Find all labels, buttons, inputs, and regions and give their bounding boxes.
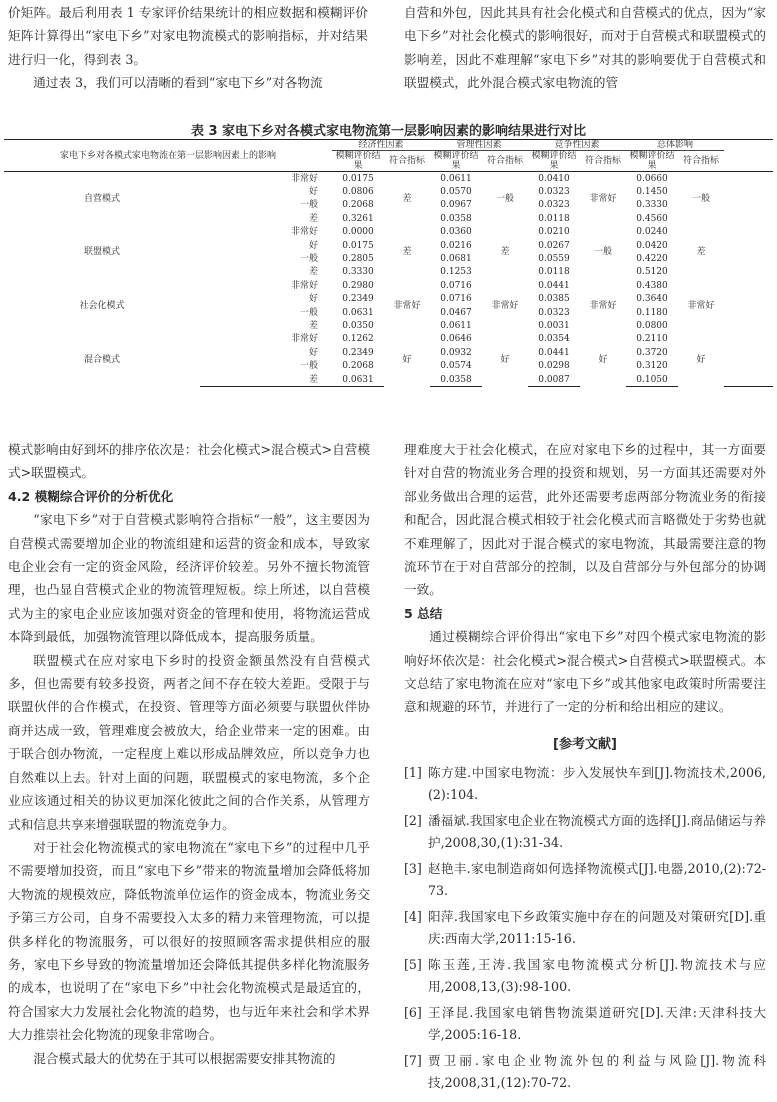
value-cell: 0.0175 [342, 173, 374, 184]
paragraph: 自营和外包，因此其具有社会化模式和自营模式的优点，因为“家电下乡”对社会化模式的影响很好，而对于自营模式和联盟模式的影响差，因此不难理解“家电下乡”对其的影响要优于自营模式和联盟模式，此外混合模式家电物流的管 [404, 5, 766, 91]
results-table-container [4, 139, 773, 387]
value-cell: 0.0967 [440, 200, 472, 211]
reference-item [404, 858, 766, 902]
paragraph: 混合模式最大的优势在于其可以根据需要安排其物流的 [33, 1050, 336, 1066]
value-cell: 0.1180 [636, 307, 668, 318]
paragraph: 价矩阵。最后利用表 1 专家评价结果统计的相应数据和模糊评价矩阵计算得出“家电下乡”对家电物流模式的影响指标，并对结果进行归一化，得到表 3。 [8, 5, 368, 67]
value-cell: 0.3261 [342, 213, 374, 224]
reference-number: [2] [404, 813, 422, 829]
mode-name-cell: 自营模式 [83, 193, 120, 204]
level-cell: 一般 [299, 307, 318, 318]
value-cell: 0.0932 [440, 347, 472, 358]
value-cell: 0.0360 [440, 227, 472, 238]
mode-name-cell: 联盟模式 [83, 247, 120, 258]
subheader-match: 符合指标 [678, 151, 724, 172]
level-cell: 非常好 [290, 334, 318, 345]
value-cell: 0.3640 [636, 294, 668, 305]
value-cell: 0.0240 [636, 227, 668, 238]
subheader-match: 符合指标 [580, 151, 626, 172]
reference-item [404, 1002, 766, 1046]
reference-text: 陈玉莲,王涛.我国家电物流模式分析[J].物流技术与应用,2008,13,(3):98-100. [428, 957, 766, 995]
reference-number: [4] [404, 909, 422, 925]
match-cell: 一般 [691, 193, 710, 204]
value-cell: 0.0441 [538, 347, 570, 358]
match-cell: 差 [696, 247, 706, 258]
value-cell: 0.0118 [538, 213, 570, 224]
value-cell: 0.5120 [636, 267, 668, 278]
value-cell: 0.0210 [538, 227, 570, 238]
value-cell: 0.0323 [538, 200, 570, 211]
match-cell: 非常好 [589, 193, 617, 204]
value-cell: 0.0175 [342, 240, 374, 251]
value-cell: 0.0420 [636, 240, 668, 251]
group-header-management: 管理性因素 [430, 140, 528, 151]
mode-name-cell: 社会化模式 [79, 300, 125, 311]
group-header-competitive: 竞争性因素 [528, 140, 626, 151]
reference-number: [1] [404, 765, 422, 781]
value-cell: 0.3720 [636, 347, 668, 358]
value-cell: 0.4380 [636, 280, 668, 291]
references-title: [参考文献] [553, 736, 617, 752]
level-cell: 好 [308, 294, 318, 305]
match-cell: 差 [500, 247, 510, 258]
table-body [4, 172, 773, 387]
table-corner-header: 家电下乡对各模式家电物流在第一层影响因素上的影响 [4, 140, 332, 172]
paragraph: “家电下乡”对于自营模式影响符合指标“一般”，这主要因为自营模式需要增加企业的物流组建和运营的资金和成本，导致家电企业会有一定的资金风险，经济评价较差。另外不擅长物流管理，也凸显自营模式企业的物流管理短板。综上所述，以自营模式为主的家电企业应该加强对资金的管理和使用，将物流运营成本降到最低，加强物流管理以降低成本，提高服务质量。 [8, 512, 370, 645]
table-row [4, 333, 773, 346]
value-cell: 0.2805 [342, 254, 374, 265]
level-cell: 差 [200, 373, 332, 387]
value-cell: 0.0358 [440, 213, 472, 224]
reference-number: [3] [404, 861, 422, 877]
level-cell: 差 [308, 267, 318, 278]
subheader-eval: 模糊评价结果 [430, 151, 482, 172]
value-cell: 0.0646 [440, 334, 472, 345]
value-cell: 0.2068 [342, 361, 374, 372]
value-cell: 0.1262 [342, 334, 374, 345]
value-cell: 0.0631 [332, 373, 384, 387]
table-title: 表 3 家电下乡对各模式家电物流第一层影响因素的影响结果进行对比 [190, 124, 587, 139]
value-cell: 0.2349 [342, 294, 374, 305]
match-cell: 非常好 [393, 300, 421, 311]
subheader-match: 符合指标 [384, 151, 430, 172]
reference-text: 贾卫丽.家电企业物流外包的利益与风险[J].物流科技,2008,31,(12):70-72. [428, 1053, 766, 1091]
value-cell: 0.0385 [538, 294, 570, 305]
value-cell: 0.4220 [636, 254, 668, 265]
reference-item [404, 906, 766, 950]
references-list [404, 762, 766, 1094]
level-cell: 非常好 [290, 280, 318, 291]
match-cell: 非常好 [687, 300, 715, 311]
group-header-overall: 总体影响 [626, 140, 724, 151]
reference-text: 赵艳丰.家电制造商如何选择物流模式[J].电器,2010,(2):72-73. [428, 861, 766, 899]
level-cell: 一般 [299, 200, 318, 211]
level-cell: 差 [308, 320, 318, 331]
results-table [4, 139, 773, 387]
reference-item [404, 762, 766, 806]
value-cell: 0.0559 [538, 254, 570, 265]
table-row [4, 226, 773, 239]
value-cell: 0.0323 [538, 187, 570, 198]
value-cell: 0.0631 [342, 307, 374, 318]
value-cell: 0.0716 [440, 294, 472, 305]
value-cell: 0.0323 [538, 307, 570, 318]
reference-number: [5] [404, 957, 422, 973]
value-cell: 0.0000 [342, 227, 374, 238]
level-cell: 一般 [299, 254, 318, 265]
level-cell: 非常好 [290, 227, 318, 238]
value-cell: 0.3120 [636, 361, 668, 372]
match-cell: 一般 [495, 193, 514, 204]
level-cell: 好 [308, 347, 318, 358]
value-cell: 0.0216 [440, 240, 472, 251]
reference-item [404, 954, 766, 998]
value-cell: 0.2068 [342, 200, 374, 211]
paragraph: 通过模糊综合评价得出“家电下乡”对四个模式家电物流的影响好坏依次是：社会化模式>混合模式>自营模式>联盟模式。本文总结了家电物流在应对“家电下乡”或其他家电政策时所需要注意和规避的环节，并进行了一定的分析和给出相应的建议。 [404, 629, 766, 715]
value-cell: 0.0716 [440, 280, 472, 291]
subheader-eval: 模糊评价结果 [332, 151, 384, 172]
value-cell: 0.0611 [440, 320, 472, 331]
top-right-text [404, 1, 766, 95]
value-cell: 0.2349 [342, 347, 374, 358]
value-cell: 0.0031 [538, 320, 570, 331]
value-cell: 0.0800 [636, 320, 668, 331]
value-cell: 0.1050 [626, 373, 678, 387]
reference-text: 陈方建.中国家电物流：步入发展快车到[J].物流技术,2006,(2):104. [428, 765, 766, 803]
value-cell: 0.0350 [342, 320, 374, 331]
value-cell: 0.0118 [538, 267, 570, 278]
reference-text: 潘福斌.我国家电企业在物流模式方面的选择[J].商品储运与养护,2008,30,(1):31-34. [428, 813, 766, 851]
left-column [8, 438, 370, 1070]
right-column-body [404, 438, 766, 719]
value-cell: 0.0570 [440, 187, 472, 198]
top-left-text [8, 1, 368, 95]
match-cell: 好 [696, 354, 706, 365]
value-cell: 0.0660 [636, 173, 668, 184]
level-cell: 一般 [299, 361, 318, 372]
value-cell: 0.0354 [538, 334, 570, 345]
value-cell: 0.3330 [342, 267, 374, 278]
paragraph: 理难度大于社会化模式，在应对家电下乡的过程中，其一方面要针对自营的物流业务合理的投资和规划，另一方面其还需要对外部业务做出合理的运营，此外还需要考虑两部分物流业务的衔接和配合，因此混合模式相较于社会化模式而言略微处于劣势也就不难理解了，因此对于混合模式的家电物流，其最需要注意的物流环节在于对自营部分的控制，以及自营部分与外包部分的协调一致。 [404, 442, 766, 598]
section-heading: 5 总结 [404, 605, 443, 621]
value-cell: 0.0467 [440, 307, 472, 318]
value-cell: 0.0574 [440, 361, 472, 372]
level-cell: 好 [308, 187, 318, 198]
paragraph: 联盟模式在应对家电下乡时的投资金额虽然没有自营模式多，但也需要有较多投资，两者之间不存在较大差距。受限于与联盟伙伴的合作模式，在投资、管理等方面必须要与联盟伙伴协商并达成一致，管理难度会被放大，给企业带来一定的困难。由于联合创办物流，一定程度上难以形成品牌效应，所以竞争力也自然难以上去。针对上面的问题，联盟模式的家电物流，多个企业应该通过相关的协议更加深化彼此之间的合作关系，从管理方式和信息共享来增强联盟的物流竞争力。 [8, 652, 370, 832]
match-cell: 一般 [593, 247, 612, 258]
paragraph: 模式影响由好到坏的排序依次是：社会化模式>混合模式>自营模式>联盟模式。 [8, 442, 370, 481]
match-cell: 差 [402, 193, 412, 204]
group-header-economic: 经济性因素 [332, 140, 430, 151]
reference-number: [6] [404, 1005, 422, 1021]
value-cell: 0.0806 [342, 187, 374, 198]
value-cell: 0.4560 [636, 213, 668, 224]
paragraph: 通过表 3，我们可以清晰的看到“家电下乡”对各物流 [33, 75, 323, 91]
subheader-match: 符合指标 [482, 151, 528, 172]
mode-name-cell: 混合模式 [83, 354, 120, 365]
match-cell: 好 [598, 354, 608, 365]
value-cell: 0.0441 [538, 280, 570, 291]
subheader-eval: 模糊评价结果 [626, 151, 678, 172]
reference-item [404, 1050, 766, 1094]
reference-number: [7] [404, 1053, 422, 1069]
match-cell: 好 [500, 354, 510, 365]
value-cell: 0.2110 [636, 334, 668, 345]
value-cell: 0.0267 [538, 240, 570, 251]
value-cell: 0.2980 [342, 280, 374, 291]
match-cell: 非常好 [589, 300, 617, 311]
table-row [4, 172, 773, 186]
value-cell: 0.1253 [440, 267, 472, 278]
reference-text: 阳萍.我国家电下乡政策实施中存在的问题及对策研究[D].重庆:西南大学,2011:15-16. [428, 909, 766, 947]
value-cell: 0.0681 [440, 254, 472, 265]
value-cell: 0.0298 [538, 361, 570, 372]
match-cell: 非常好 [491, 300, 519, 311]
level-cell: 非常好 [290, 173, 318, 184]
match-cell: 差 [402, 247, 412, 258]
value-cell: 0.0410 [538, 173, 570, 184]
right-column [404, 438, 766, 1098]
value-cell: 0.0358 [430, 373, 482, 387]
subheader-eval: 模糊评价结果 [528, 151, 580, 172]
level-cell: 差 [308, 213, 318, 224]
table-row [4, 279, 773, 292]
value-cell: 0.3330 [636, 200, 668, 211]
reference-text: 王泽昆.我国家电销售物流渠道研究[D].天津:天津科技大学,2005:16-18. [428, 1005, 766, 1043]
paragraph: 对于社会化物流模式的家电物流在“家电下乡”的过程中几乎不需要增加投资，而且“家电下乡”带来的物流量增加会降低将加大物流的规模效应，降低物流单位运作的资金成本，物流业务交予第三方公司，自身不需要投入太多的精力来管理物流，可以提供多样化的物流服务，可以很好的按照顾客需求提供相应的服务，家电下乡导致的物流量增加还会降低其提供多样化物流服务的成本，也说明了在“家电下乡”中社会化物流模式是最适宜的，符合国家大力发展社会化物流的趋势，也与近年来社会和学术界大力推崇社会化物流的现象非常吻合。 [8, 839, 370, 1043]
match-cell: 好 [402, 354, 412, 365]
section-heading: 4.2 模糊综合评价的分析优化 [8, 488, 174, 504]
value-cell: 0.0611 [440, 173, 472, 184]
reference-item [404, 810, 766, 854]
value-cell: 0.1450 [636, 187, 668, 198]
level-cell: 好 [308, 240, 318, 251]
value-cell: 0.0087 [528, 373, 580, 387]
